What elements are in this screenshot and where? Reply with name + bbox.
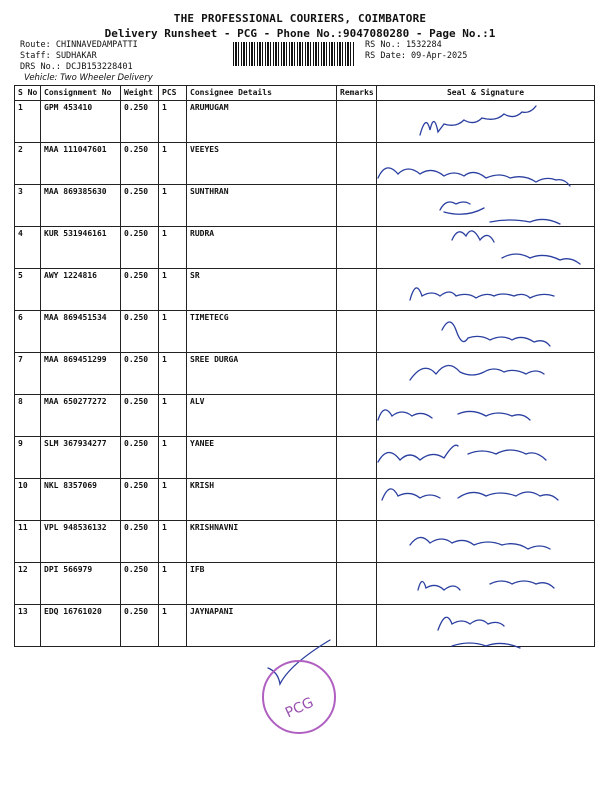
runsheet-subtitle: Delivery Runsheet - PCG - Phone No.:9047080280 - Page No.:1: [104, 27, 496, 40]
signature-cell: [377, 395, 595, 437]
consignee-cell: SR: [187, 269, 337, 311]
table-row: [15, 101, 595, 143]
runsheet-meta-right: [365, 40, 467, 62]
consignee-cell: RUDRA: [187, 227, 337, 269]
consignment-cell: AWY 1224816: [41, 269, 121, 311]
sno-cell: 7: [15, 353, 41, 395]
table-row: [15, 395, 595, 437]
consignment-cell: MAA 111047601: [41, 143, 121, 185]
table-row: [15, 563, 595, 605]
delivery-table: [14, 85, 595, 647]
remarks-cell: [337, 395, 377, 437]
company-title: THE PROFESSIONAL COURIERS, COIMBATORE: [173, 12, 427, 25]
pcs-cell: 1: [159, 563, 187, 605]
consignment-cell: EDQ 16761020: [41, 605, 121, 647]
weight-cell: 0.250: [121, 143, 159, 185]
column-header: Consignment No: [41, 86, 121, 101]
drs-text: DRS No.: DCJB153228401: [20, 62, 133, 72]
remarks-cell: [337, 143, 377, 185]
route-text: Route: CHINNAVEDAMPATTI: [20, 40, 138, 50]
remarks-cell: [337, 521, 377, 563]
table-row: [15, 521, 595, 563]
sno-cell: 5: [15, 269, 41, 311]
signature-cell: [377, 605, 595, 647]
consignee-cell: KRISHNAVNI: [187, 521, 337, 563]
pcs-cell: 1: [159, 311, 187, 353]
consignment-cell: SLM 367934277: [41, 437, 121, 479]
sno-cell: 11: [15, 521, 41, 563]
signature-cell: [377, 563, 595, 605]
pcs-cell: 1: [159, 479, 187, 521]
consignee-cell: KRISH: [187, 479, 337, 521]
sno-cell: 10: [15, 479, 41, 521]
pcs-cell: 1: [159, 227, 187, 269]
table-row: [15, 227, 595, 269]
signature-cell: [377, 311, 595, 353]
signature-cell: [377, 353, 595, 395]
signature-cell: [377, 269, 595, 311]
consignment-cell: NKL 8357069: [41, 479, 121, 521]
remarks-cell: [337, 185, 377, 227]
consignment-cell: MAA 869451299: [41, 353, 121, 395]
column-header: Weight: [121, 86, 159, 101]
sno-cell: 4: [15, 227, 41, 269]
consignee-cell: YANEE: [187, 437, 337, 479]
consignee-cell: IFB: [187, 563, 337, 605]
column-header: S No: [15, 86, 41, 101]
signature-cell: [377, 185, 595, 227]
table-row: [15, 437, 595, 479]
signature-cell: [377, 143, 595, 185]
pcs-cell: 1: [159, 395, 187, 437]
pcs-cell: 1: [159, 353, 187, 395]
sno-cell: 1: [15, 101, 41, 143]
weight-cell: 0.250: [121, 185, 159, 227]
sno-cell: 12: [15, 563, 41, 605]
remarks-cell: [337, 605, 377, 647]
weight-cell: 0.250: [121, 101, 159, 143]
pcs-cell: 1: [159, 269, 187, 311]
signature-cell: [377, 101, 595, 143]
consignee-cell: SUNTHRAN: [187, 185, 337, 227]
pcs-cell: 1: [159, 437, 187, 479]
table-row: [15, 185, 595, 227]
remarks-cell: [337, 311, 377, 353]
consignment-cell: MAA 869385630: [41, 185, 121, 227]
weight-cell: 0.250: [121, 395, 159, 437]
remarks-cell: [337, 353, 377, 395]
pcs-cell: 1: [159, 143, 187, 185]
weight-cell: 0.250: [121, 437, 159, 479]
table-row: [15, 311, 595, 353]
sno-cell: 8: [15, 395, 41, 437]
column-header: Consignee Details: [187, 86, 337, 101]
signature-cell: [377, 227, 595, 269]
pcs-cell: 1: [159, 185, 187, 227]
weight-cell: 0.250: [121, 563, 159, 605]
consignment-cell: MAA 869451534: [41, 311, 121, 353]
sno-cell: 9: [15, 437, 41, 479]
consignment-cell: KUR 531946161: [41, 227, 121, 269]
remarks-cell: [337, 437, 377, 479]
consignee-cell: VEEYES: [187, 143, 337, 185]
weight-cell: 0.250: [121, 605, 159, 647]
signature-cell: [377, 479, 595, 521]
sno-cell: 13: [15, 605, 41, 647]
weight-cell: 0.250: [121, 353, 159, 395]
pcs-cell: 1: [159, 605, 187, 647]
consignee-cell: JAYNAPANI: [187, 605, 337, 647]
staff-text: Staff: SUDHAKAR: [20, 51, 97, 61]
pcs-cell: 1: [159, 521, 187, 563]
pcs-cell: 1: [159, 101, 187, 143]
barcode: [233, 42, 355, 66]
consignment-cell: GPM 453410: [41, 101, 121, 143]
vehicle-text: Vehicle: Two Wheeler Delivery: [24, 73, 153, 83]
column-header: Remarks: [337, 86, 377, 101]
consignee-cell: ALV: [187, 395, 337, 437]
column-header: Seal & Signature: [377, 86, 595, 101]
weight-cell: 0.250: [121, 269, 159, 311]
remarks-cell: [337, 563, 377, 605]
weight-cell: 0.250: [121, 311, 159, 353]
weight-cell: 0.250: [121, 479, 159, 521]
stamp-text: PCG: [282, 694, 317, 722]
runsheet-meta-left: [20, 40, 138, 73]
remarks-cell: [337, 227, 377, 269]
consignment-cell: DPI 566979: [41, 563, 121, 605]
remarks-cell: [337, 479, 377, 521]
weight-cell: 0.250: [121, 227, 159, 269]
remarks-cell: [337, 101, 377, 143]
weight-cell: 0.250: [121, 521, 159, 563]
sno-cell: 3: [15, 185, 41, 227]
remarks-cell: [337, 269, 377, 311]
rs-date-text: RS Date: 09-Apr-2025: [365, 51, 468, 61]
pcg-stamp: [262, 660, 336, 734]
consignment-cell: VPL 948536132: [41, 521, 121, 563]
consignee-cell: SREE DURGA: [187, 353, 337, 395]
sno-cell: 6: [15, 311, 41, 353]
column-header: PCS: [159, 86, 187, 101]
signature-cell: [377, 437, 595, 479]
table-row: [15, 143, 595, 185]
table-row: [15, 479, 595, 521]
consignee-cell: ARUMUGAM: [187, 101, 337, 143]
sno-cell: 2: [15, 143, 41, 185]
consignment-cell: MAA 650277272: [41, 395, 121, 437]
table-row: [15, 605, 595, 647]
consignee-cell: TIMETECG: [187, 311, 337, 353]
table-header-row: [15, 86, 595, 101]
signature-cell: [377, 521, 595, 563]
rs-number-text: RS No.: 1532284: [365, 40, 442, 50]
table-row: [15, 269, 595, 311]
table-row: [15, 353, 595, 395]
